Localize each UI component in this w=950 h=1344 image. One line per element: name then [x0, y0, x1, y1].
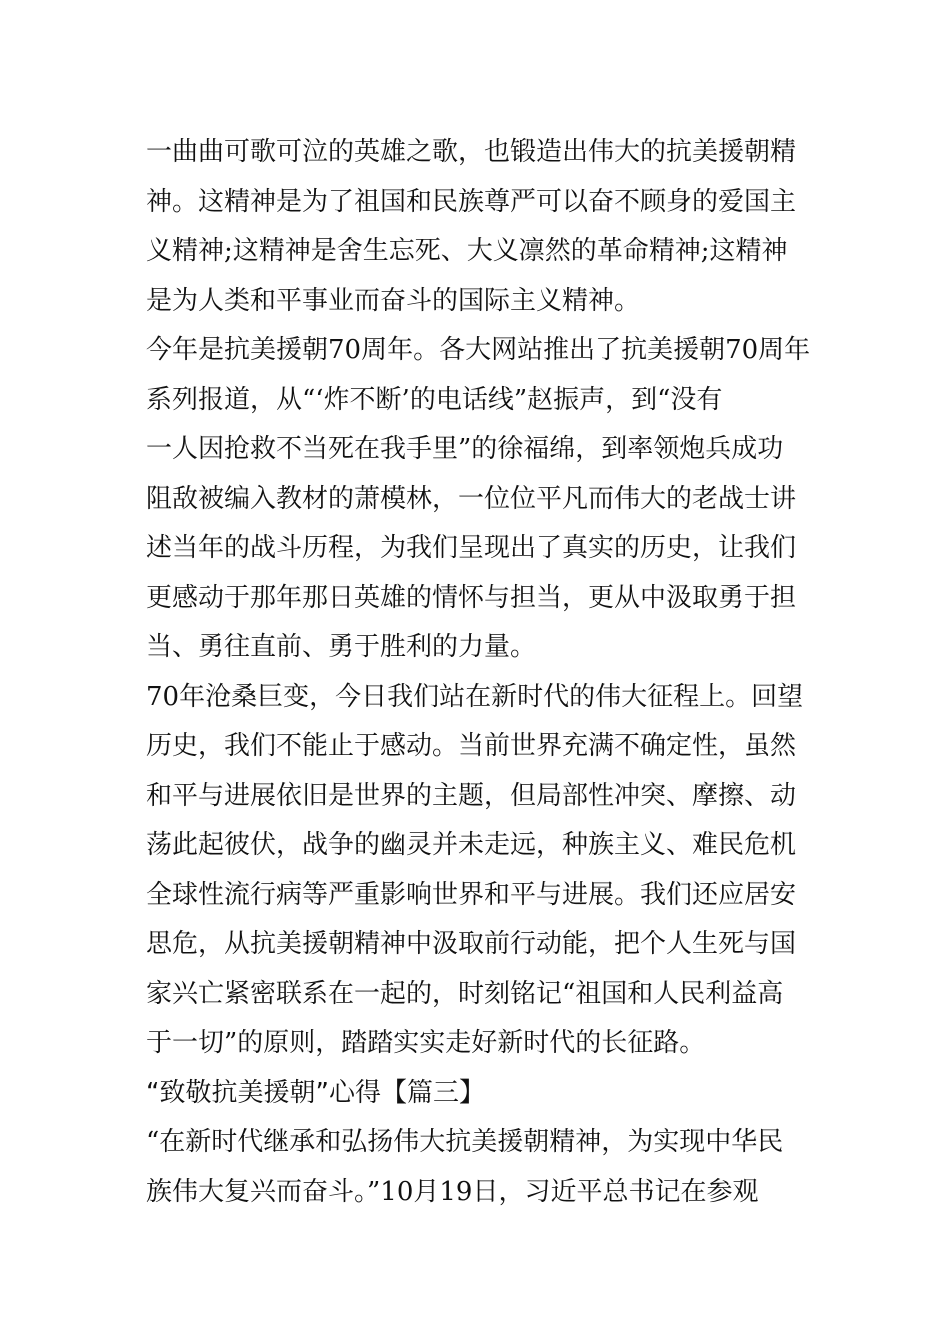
text-line: 神。这精神是为了祖国和民族尊严可以奋不顾身的爱国主: [146, 186, 797, 217]
text-line: 荡此起彼伏，战争的幽灵并未走远，种族主义、难民危机: [146, 830, 797, 860]
text-line: 阻敌被编入教材的萧模林，一位位平凡而伟大的老战士讲: [146, 483, 797, 514]
text-line: 一曲曲可歌可泣的英雄之歌，也锻造出伟大的抗美援朝精: [146, 137, 797, 167]
text-line: 历史，我们不能止于感动。当前世界充满不确定性，虽然: [146, 731, 797, 761]
text-line: 述当年的战斗历程，为我们呈现出了真实的历史，让我们: [146, 533, 797, 563]
text-line: 当、勇往直前、勇于胜利的力量。: [146, 632, 537, 662]
document-body: [146, 128, 816, 1217]
text-line: 族伟大复兴而奋斗。”10月19日，习近平总书记在参观: [146, 1176, 759, 1207]
text-line: 家兴亡紧密联系在一起的，时刻铭记“祖国和人民利益高: [146, 978, 784, 1009]
text-line: “在新时代继承和弘扬伟大抗美援朝精神，为实现中华民: [146, 1127, 784, 1157]
text-line: 更感动于那年那日英雄的情怀与担当，更从中汲取勇于担: [146, 582, 797, 613]
text-line: 思危，从抗美援朝精神中汲取前行动能，把个人生死与国: [146, 929, 797, 959]
text-line: 全球性流行病等严重影响世界和平与进展。我们还应居安: [146, 879, 797, 910]
section-heading: “致敬抗美援朝”心得【篇三】: [146, 1077, 485, 1108]
text-line: 系列报道，从“‘炸不断’的电话线”赵振声，到“没有: [146, 384, 723, 415]
text-line: 和平与进展依旧是世界的主题，但局部性冲突、摩擦、动: [146, 780, 797, 811]
text-line: 是为人类和平事业而奋斗的国际主义精神。: [146, 285, 641, 316]
text-line: 于一切”的原则，踏踏实实走好新时代的长征路。: [146, 1028, 706, 1058]
text-line: 70年沧桑巨变，今日我们站在新时代的伟大征程上。回望: [146, 681, 804, 712]
text-line: 今年是抗美援朝70周年。各大网站推出了抗美援朝70周年: [146, 335, 811, 365]
text-line: 一人因抢救不当死在我手里”的徐福绵，到率领炮兵成功: [146, 434, 784, 464]
text-line: 义精神;这精神是舍生忘死、大义凛然的革命精神;这精神: [146, 236, 788, 266]
